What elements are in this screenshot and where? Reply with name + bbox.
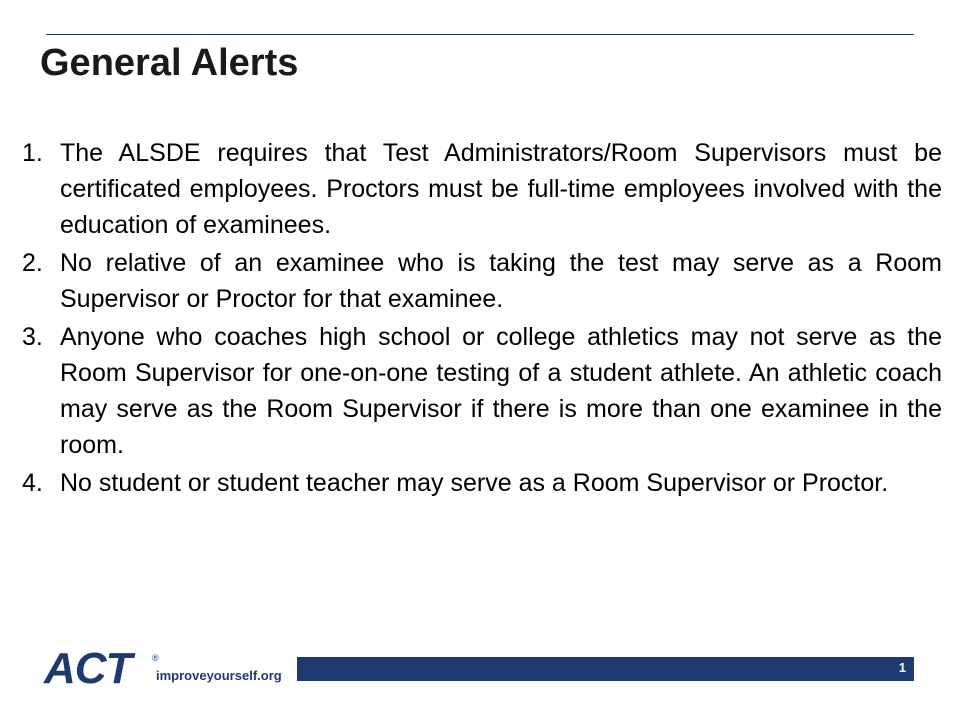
list-item-number: 2. xyxy=(22,249,43,277)
list-item-number: 1. xyxy=(22,139,43,167)
logo-registered-mark: ® xyxy=(152,653,159,663)
list-item xyxy=(22,319,942,463)
list-item-text: No relative of an examinee who is taking the test may serve as a Room Supervisor or Proctor for that examinee. xyxy=(60,249,942,313)
list-item-number: 4. xyxy=(22,469,43,497)
list-item-text: No student or student teacher may serve as a Room Supervisor or Proctor. xyxy=(60,469,889,497)
logo-wordmark: ACT xyxy=(44,644,132,693)
page-title: General Alerts xyxy=(40,42,299,84)
list-item-text: The ALSDE requires that Test Administrators/Room Supervisors must be certificated employees. Proctors must be full-time employees involved with the education of examinees. xyxy=(60,139,942,239)
footer-bar xyxy=(297,657,914,681)
logo-tagline: improveyourself.org xyxy=(156,668,282,683)
page-number: 1 xyxy=(898,660,906,675)
act-logo xyxy=(44,644,294,693)
list-item-text: Anyone who coaches high school or college athletics may not serve as the Room Supervisor for one-on-one testing of a student athlete. An athletic coach may serve as the Room Supervisor if there is more than one examinee in the room. xyxy=(60,323,942,459)
list-item xyxy=(22,465,942,501)
list-item xyxy=(22,135,942,243)
list-item xyxy=(22,245,942,317)
top-divider xyxy=(46,34,914,35)
alerts-list xyxy=(22,135,942,503)
list-item-number: 3. xyxy=(22,323,43,351)
